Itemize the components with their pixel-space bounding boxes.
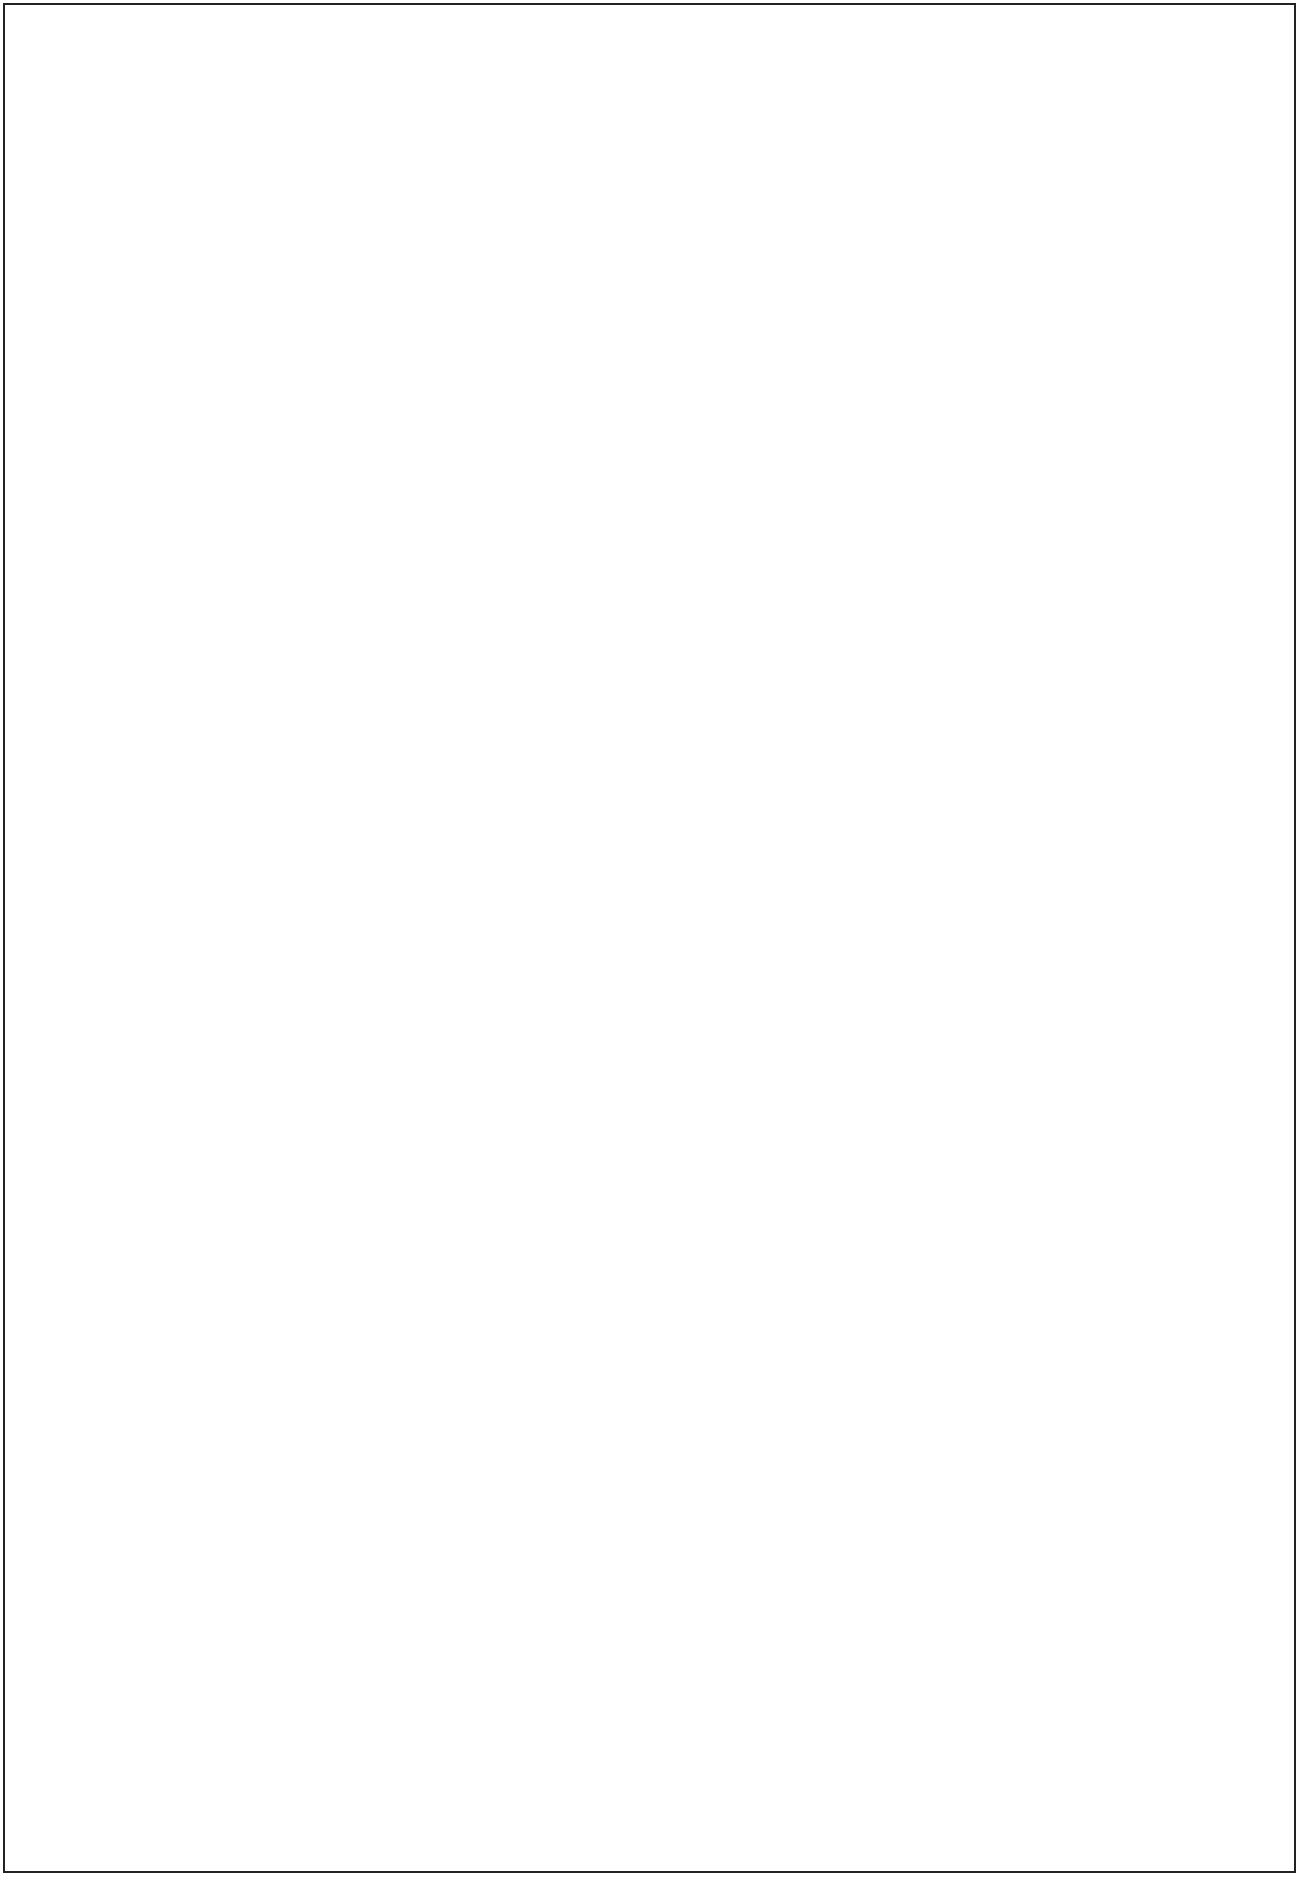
legend-row-2	[0, 1335, 1303, 1385]
legend-row-1	[0, 1275, 1303, 1325]
